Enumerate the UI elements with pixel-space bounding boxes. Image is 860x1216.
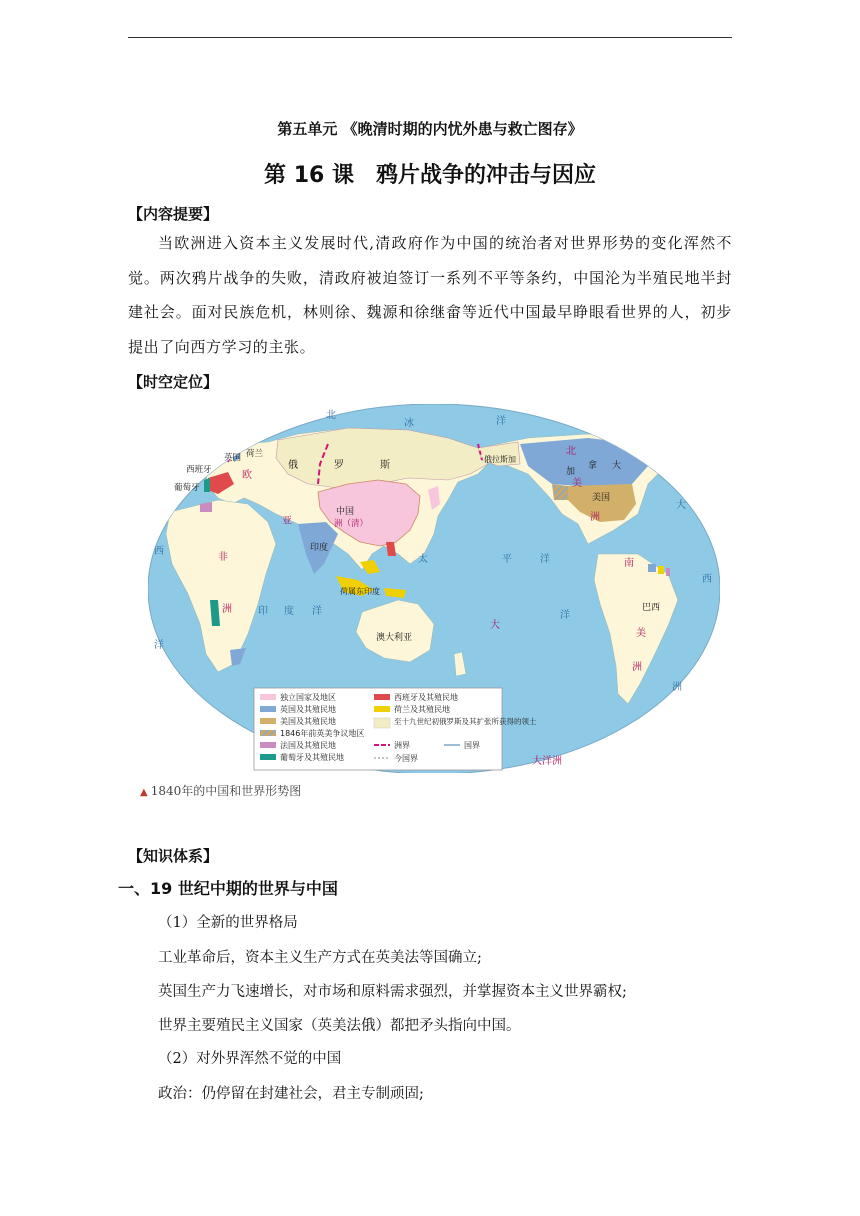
map-caption-text: 1840年的中国和世界形势图 (150, 784, 302, 798)
map-legend (254, 688, 537, 770)
map-caption (140, 782, 301, 799)
label-zhou2: 洲 (222, 604, 232, 615)
label-australia: 澳大利亚 (376, 633, 413, 643)
label-asia: 亚 (282, 516, 292, 527)
label-dayangzhou: 大洋洲 (532, 756, 562, 767)
sub1-line-3: 世界主要殖民主义国家（英美法俄）都把矛头指向中国。 (158, 1018, 521, 1034)
label-canada-3: 大 (612, 461, 622, 471)
guiana-french (666, 568, 670, 576)
sub2-line-1: 政治：仍停留在封建社会，君主专制顽固; (158, 1086, 424, 1102)
sub1-line-2: 英国生产力飞速增长，对市场和原料需求强烈，并掌握资本主义世界霸权; (158, 984, 627, 1000)
label-zhou4: 洲 (632, 662, 642, 673)
label-portugal: 葡萄牙 (174, 483, 200, 493)
label-dutch-east-indies: 荷属东印度 (340, 587, 380, 596)
label-pacific-1: 太 (418, 554, 428, 565)
legend-swatch-9 (260, 742, 276, 748)
label-arctic-3: 洋 (496, 416, 506, 427)
legend-label-7: 洲界 (394, 741, 410, 750)
legend-label-8: 国界 (464, 741, 480, 750)
label-canada-1: 加 (566, 467, 576, 477)
knowledge-heading: 【知识体系】 (128, 847, 219, 865)
label-russia-2: 罗 (334, 460, 344, 471)
label-india: 印度 (310, 543, 329, 553)
header-rule (128, 37, 732, 38)
legend-swatch-3 (374, 706, 390, 712)
legend-label-1: 西班牙及其殖民地 (394, 693, 458, 702)
label-russia-1: 俄 (288, 460, 298, 471)
label-china: 中国 (336, 507, 355, 517)
label-europe: 欧 (242, 470, 252, 481)
legend-swatch-0 (260, 694, 276, 700)
legend-label-11: 葡萄牙及其殖民地 (280, 753, 344, 762)
label-netherlands: 荷兰 (246, 449, 264, 459)
world-map-svg (148, 404, 720, 773)
label-russia-3: 斯 (380, 460, 390, 471)
lesson-title: 第 16 课 鸦片战争的冲击与因应 (264, 163, 596, 188)
label-da: 大 (676, 500, 686, 511)
label-spain: 西班牙 (186, 465, 212, 475)
section1-title: 一、19 世纪中期的世界与中国 (118, 879, 338, 898)
unit-title: 第五单元 《晚清时期的内忧外患与救亡图存》 (277, 120, 583, 138)
label-canada-2: 拿 (588, 461, 598, 471)
timespace-heading: 【时空定位】 (128, 373, 219, 391)
subheading-2: （2）对外界浑然不觉的中国 (158, 1051, 342, 1067)
label-brazil: 巴西 (642, 603, 661, 613)
oregon-disputed (552, 484, 568, 500)
world-map-1840 (148, 404, 720, 773)
legend-label-6: 1846年前英美争议地区 (280, 729, 365, 738)
label-africa: 非 (218, 552, 228, 563)
legend-label-9: 法国及其殖民地 (280, 741, 336, 750)
label-da2: 大 (490, 620, 500, 631)
label-yang1: 洋 (154, 640, 164, 651)
summary-paragraph: 当欧洲进入资本主义发展时代,清政府作为中国的统治者对世界形势的变化浑然不觉。两次鸦片战争的失败，清政府被迫签订一系列不平等条约，中国沦为半殖民地半封建社会。面对民族危机，林则徐、魏源和徐继畲等近代中国最早睁眼看世界的人，初步提出了向西方学习的主张。 (128, 234, 732, 356)
label-xi2: 西 (702, 574, 712, 585)
label-arctic-2: 冰 (404, 418, 414, 429)
label-usa-big: 美 (572, 478, 582, 489)
label-north: 北 (566, 446, 576, 457)
label-pacific-3: 洋 (540, 554, 550, 565)
legend-swatch-6 (260, 730, 276, 736)
label-zhou1: 洲 (590, 512, 600, 523)
legend-label-0: 独立国家及地区 (280, 693, 336, 702)
label-indian-3: 洋 (312, 606, 322, 617)
label-south: 南 (624, 558, 634, 569)
subheading-1: （1）全新的世界格局 (158, 915, 298, 931)
label-arctic-1: 北 (326, 410, 336, 421)
legend-swatch-11 (260, 754, 276, 760)
guiana-dutch (658, 566, 664, 574)
legend-label-5: 至十九世纪初俄罗斯及其扩张所获得的领土 (394, 717, 537, 726)
legend-label-4: 美国及其殖民地 (280, 717, 336, 726)
label-indian-2: 度 (284, 606, 294, 617)
label-zhou3: 洲 (672, 682, 682, 693)
legend-swatch-1 (374, 694, 390, 700)
sub1-line-1: 工业革命后，资本主义生产方式在英美法等国确立; (158, 950, 482, 966)
legend-label-2: 英国及其殖民地 (280, 705, 336, 714)
summary-heading: 【内容提要】 (128, 205, 219, 223)
label-pacific-2: 平 (502, 554, 512, 565)
legend-label-10: 今国界 (394, 754, 418, 763)
caption-triangle-icon: ▲ (140, 787, 148, 798)
legend-swatch-5 (374, 718, 390, 728)
label-qing: 洲（清） (334, 519, 369, 529)
legend-swatch-4 (260, 718, 276, 724)
label-indian-1: 印 (258, 606, 268, 617)
label-britain: 英国 (224, 453, 242, 463)
label-mei2: 美 (636, 628, 646, 639)
iberia-portugal (204, 478, 210, 492)
legend-label-3: 荷兰及其殖民地 (394, 705, 450, 714)
label-xi1: 西 (154, 546, 164, 557)
legend-swatch-2 (260, 706, 276, 712)
label-usa: 美国 (592, 493, 611, 503)
label-alaska: 俄拉斯加 (484, 455, 516, 464)
guiana-british (648, 564, 656, 572)
label-yangzhou: 洋 (560, 610, 570, 621)
